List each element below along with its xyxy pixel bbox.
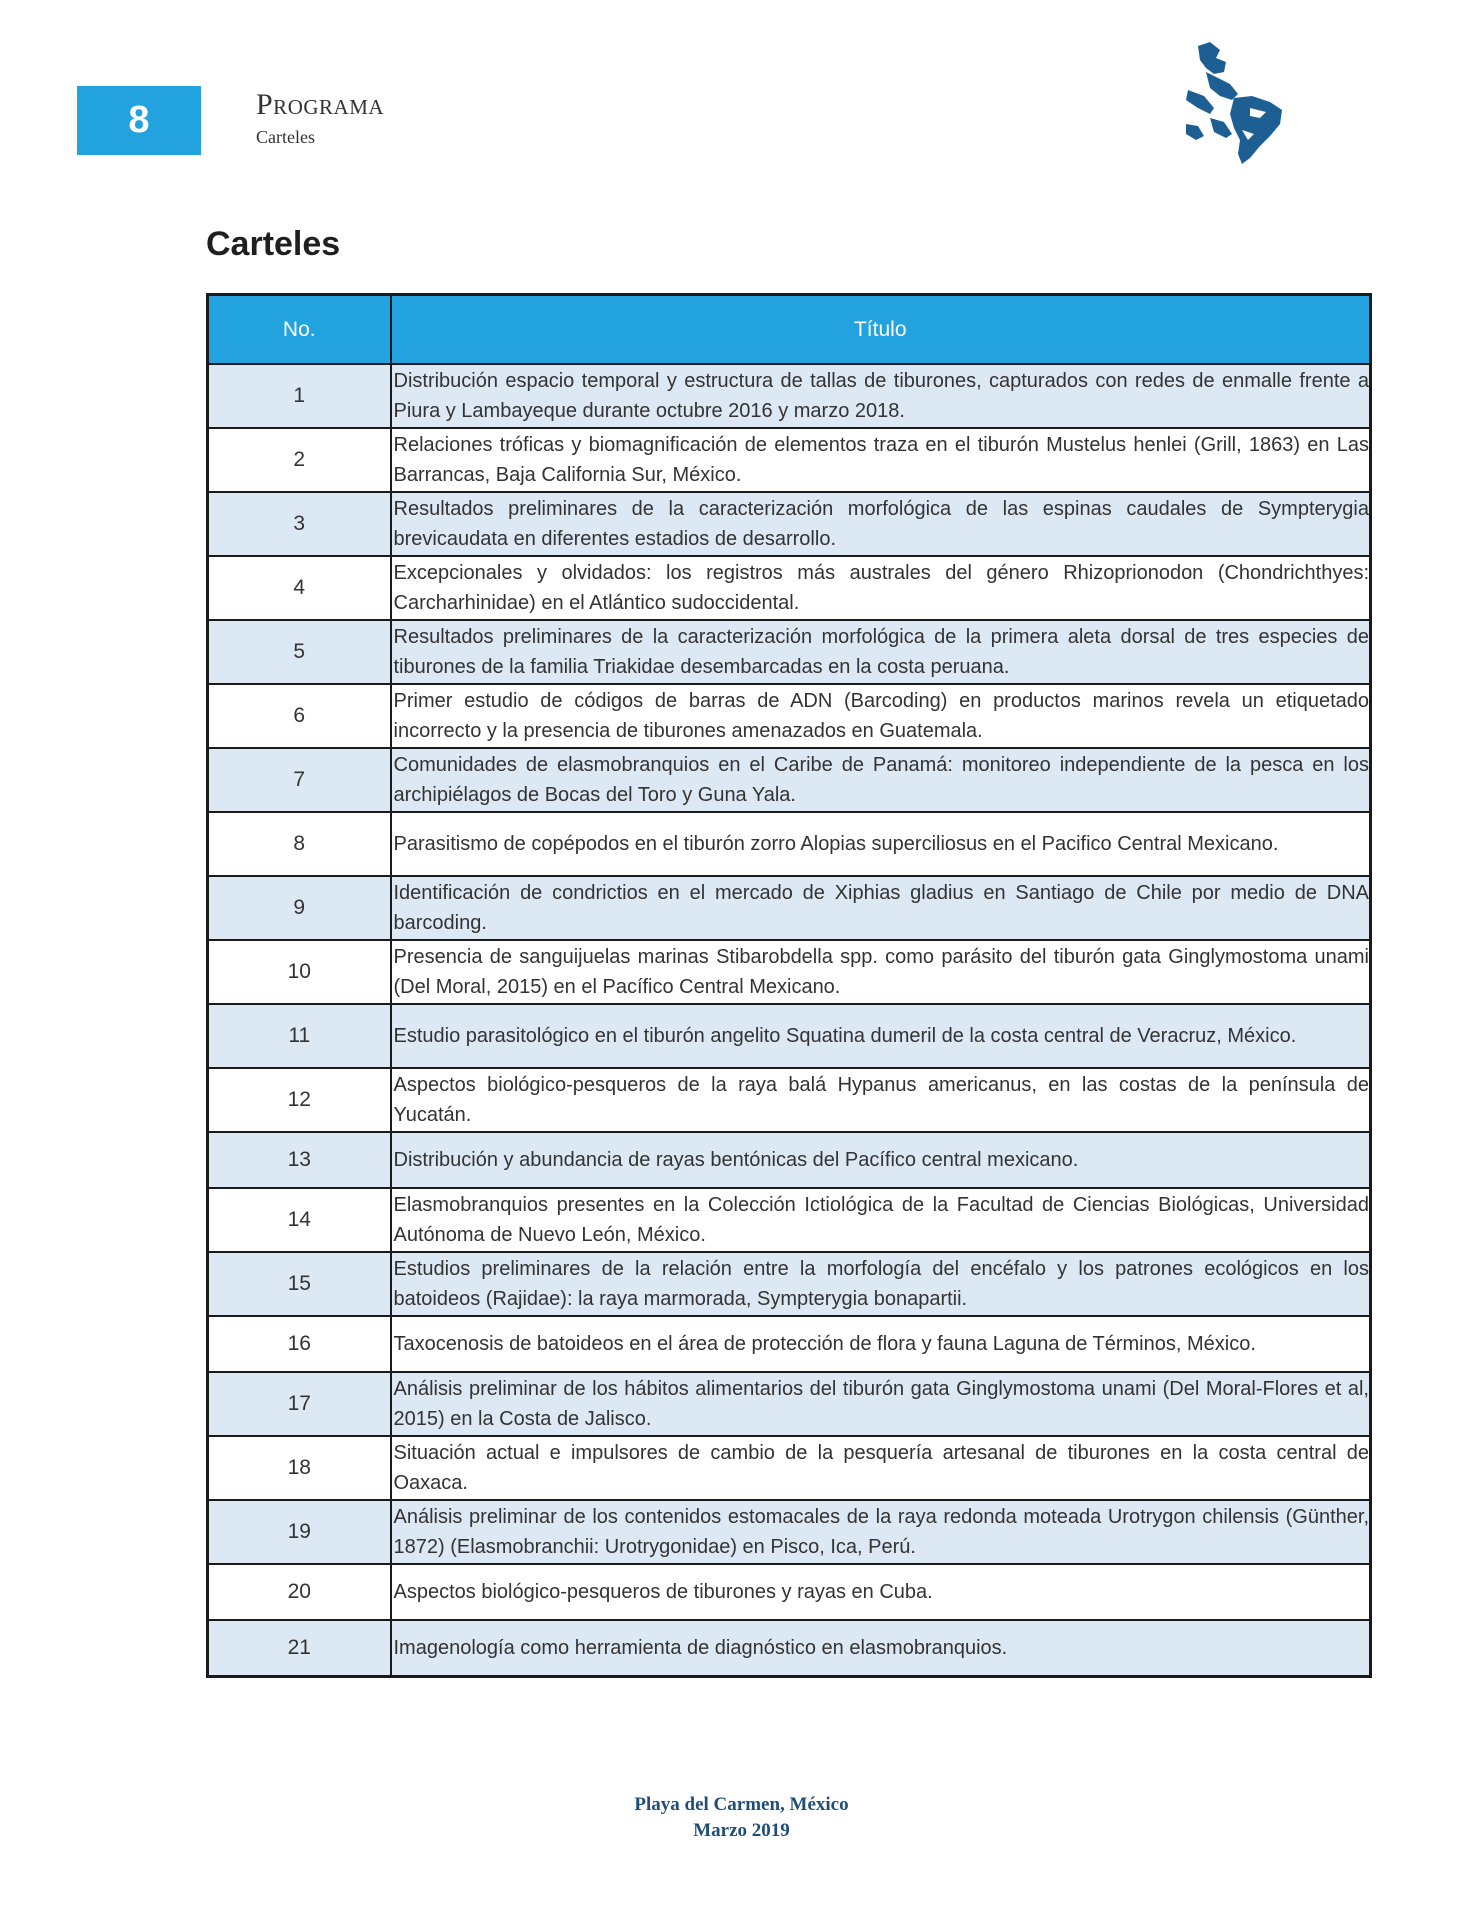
column-header-number: No. — [208, 295, 391, 365]
poster-number: 3 — [208, 492, 391, 556]
table-row — [208, 492, 1371, 556]
poster-number: 13 — [208, 1132, 391, 1188]
table-row — [208, 364, 1371, 428]
poster-title: Aspectos biológico-pesqueros de tiburones y rayas en Cuba. — [391, 1564, 1371, 1620]
poster-title: Parasitismo de copépodos en el tiburón zorro Alopias superciliosus en el Pacifico Central Mexicano. — [391, 812, 1371, 876]
poster-title: Distribución y abundancia de rayas bentónicas del Pacífico central mexicano. — [391, 1132, 1371, 1188]
table-row — [208, 1316, 1371, 1372]
poster-title: Primer estudio de códigos de barras de ADN (Barcoding) en productos marinos revela un etiquetado incorrecto y la presencia de tiburones amenazados en Guatemala. — [391, 684, 1371, 748]
poster-title: Relaciones tróficas y biomagnificación de elementos traza en el tiburón Mustelus henlei (Grill, 1863) en Las Barrancas, Baja California Sur, México. — [391, 428, 1371, 492]
poster-title: Estudios preliminares de la relación entre la morfología del encéfalo y los patrones ecológicos en los batoideos (Rajidae): la raya marmorada, Sympterygia bonapartii. — [391, 1252, 1371, 1316]
poster-number: 9 — [208, 876, 391, 940]
poster-title: Análisis preliminar de los hábitos alimentarios del tiburón gata Ginglymostoma unami (Del Moral-Flores et al, 2015) en la Costa de Jalisco. — [391, 1372, 1371, 1436]
poster-title: Taxocenosis de batoideos en el área de protección de flora y fauna Laguna de Términos, México. — [391, 1316, 1371, 1372]
poster-number: 5 — [208, 620, 391, 684]
header-title: Programa — [256, 88, 385, 121]
table-row — [208, 1068, 1371, 1132]
poster-number: 6 — [208, 684, 391, 748]
poster-number: 1 — [208, 364, 391, 428]
table-row — [208, 1500, 1371, 1564]
table-row — [208, 428, 1371, 492]
poster-number: 16 — [208, 1316, 391, 1372]
poster-number: 20 — [208, 1564, 391, 1620]
poster-title: Análisis preliminar de los contenidos estomacales de la raya redonda moteada Urotrygon chilensis (Günther, 1872) (Elasmobranchii: Urotrygonidae) en Pisco, Ica, Perú. — [391, 1500, 1371, 1564]
poster-number: 2 — [208, 428, 391, 492]
poster-number: 10 — [208, 940, 391, 1004]
poster-title: Presencia de sanguijuelas marinas Stibarobdella spp. como parásito del tiburón gata Ginglymostoma unami (Del Moral, 2015) en el Pacífico Central Mexicano. — [391, 940, 1371, 1004]
table-header-row — [208, 295, 1371, 365]
table-row — [208, 1132, 1371, 1188]
poster-title: Estudio parasitológico en el tiburón angelito Squatina dumeril de la costa central de Veracruz, México. — [391, 1004, 1371, 1068]
poster-title: Imagenología como herramienta de diagnóstico en elasmobranquios. — [391, 1620, 1371, 1677]
poster-title: Situación actual e impulsores de cambio de la pesquería artesanal de tiburones en la costa central de Oaxaca. — [391, 1436, 1371, 1500]
header-subtitle: Carteles — [256, 127, 315, 147]
poster-number: 4 — [208, 556, 391, 620]
page-number: 8 — [128, 99, 150, 141]
poster-number: 17 — [208, 1372, 391, 1436]
poster-number: 21 — [208, 1620, 391, 1677]
table-row — [208, 1564, 1371, 1620]
section-title: Carteles — [206, 225, 341, 263]
table-row — [208, 812, 1371, 876]
table-row — [208, 876, 1371, 940]
page-number-badge — [77, 86, 201, 155]
poster-number: 7 — [208, 748, 391, 812]
poster-number: 19 — [208, 1500, 391, 1564]
poster-title: Aspectos biológico-pesqueros de la raya balá Hypanus americanus, en las costas de la península de Yucatán. — [391, 1068, 1371, 1132]
table-row — [208, 1620, 1371, 1677]
americas-map-logo-icon — [1180, 38, 1290, 168]
poster-number: 15 — [208, 1252, 391, 1316]
posters-table — [206, 293, 1372, 1678]
poster-title: Excepcionales y olvidados: los registros más australes del género Rhizoprionodon (Chondrichthyes: Carcharhinidae) en el Atlántico sudoccidental. — [391, 556, 1371, 620]
footer-date: Marzo 2019 — [693, 1820, 790, 1841]
poster-number: 12 — [208, 1068, 391, 1132]
table-row — [208, 556, 1371, 620]
table-row — [208, 620, 1371, 684]
poster-number: 18 — [208, 1436, 391, 1500]
poster-title: Elasmobranquios presentes en la Colección Ictiológica de la Facultad de Ciencias Biológicas, Universidad Autónoma de Nuevo León, México. — [391, 1188, 1371, 1252]
table-row — [208, 1004, 1371, 1068]
poster-number: 14 — [208, 1188, 391, 1252]
poster-number: 11 — [208, 1004, 391, 1068]
table-row — [208, 1188, 1371, 1252]
poster-title: Resultados preliminares de la caracterización morfológica de las espinas caudales de Sympterygia brevicaudata en diferentes estadios de desarrollo. — [391, 492, 1371, 556]
table-row — [208, 1436, 1371, 1500]
table-row — [208, 748, 1371, 812]
column-header-title: Título — [391, 295, 1371, 365]
table-row — [208, 1252, 1371, 1316]
footer-location: Playa del Carmen, México — [634, 1794, 849, 1815]
poster-title: Identificación de condrictios en el mercado de Xiphias gladius en Santiago de Chile por medio de DNA barcoding. — [391, 876, 1371, 940]
poster-title: Distribución espacio temporal y estructura de tallas de tiburones, capturados con redes de enmalle frente a Piura y Lambayeque durante octubre 2016 y marzo 2018. — [391, 364, 1371, 428]
poster-number: 8 — [208, 812, 391, 876]
poster-title: Resultados preliminares de la caracterización morfológica de la primera aleta dorsal de tres especies de tiburones de la familia Triakidae desembarcadas en la costa peruana. — [391, 620, 1371, 684]
table-row — [208, 1372, 1371, 1436]
table-row — [208, 684, 1371, 748]
poster-title: Comunidades de elasmobranquios en el Caribe de Panamá: monitoreo independiente de la pesca en los archipiélagos de Bocas del Toro y Guna Yala. — [391, 748, 1371, 812]
table-row — [208, 940, 1371, 1004]
